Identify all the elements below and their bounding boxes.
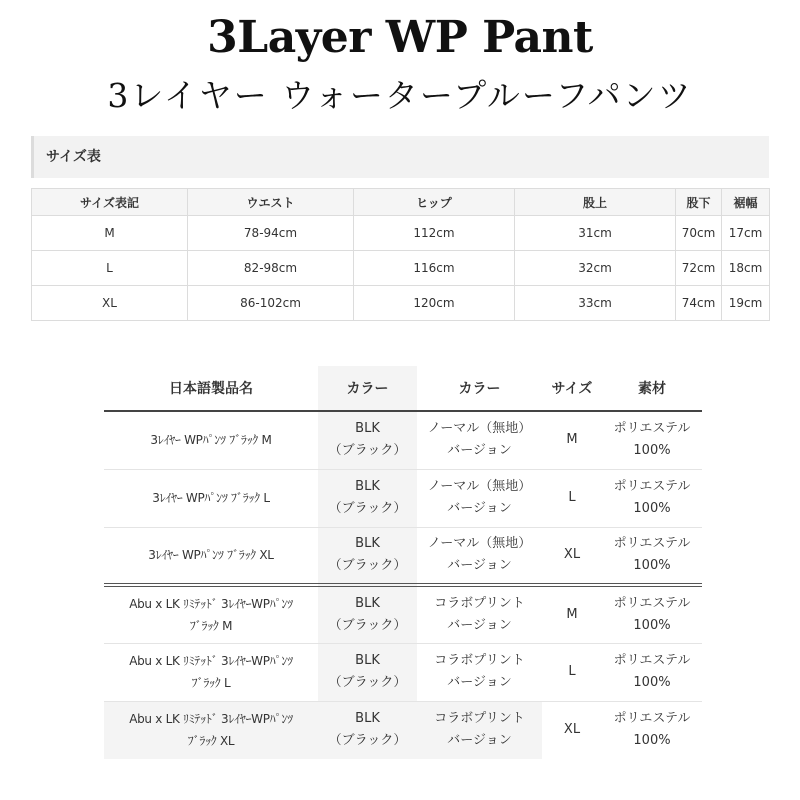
size-chart-heading: サイズ表 bbox=[31, 136, 769, 178]
size-cell: 17cm bbox=[722, 216, 770, 251]
product-color-cell bbox=[318, 585, 417, 643]
table-row bbox=[104, 469, 702, 527]
product-name-line2: ﾌﾞﾗｯｸ M bbox=[189, 618, 233, 633]
size-header-cell: ヒップ bbox=[354, 189, 515, 216]
size-chart-header-row bbox=[32, 189, 770, 216]
product-material-cell bbox=[602, 469, 702, 527]
product-color-cell bbox=[318, 701, 417, 759]
table-row bbox=[104, 585, 702, 643]
color-name: （ブラック） bbox=[328, 558, 407, 574]
table-row bbox=[32, 216, 770, 251]
variant-name: コラボプリント bbox=[434, 595, 525, 611]
size-cell: 72cm bbox=[676, 251, 722, 286]
product-variant-cell bbox=[417, 527, 542, 585]
product-material-cell bbox=[602, 527, 702, 585]
product-name-cell bbox=[104, 643, 318, 701]
product-name: 3ﾚｲﾔｰ WPﾊﾟﾝﾂ ﾌﾞﾗｯｸ M bbox=[150, 433, 272, 448]
product-size-cell: M bbox=[542, 411, 602, 469]
material-percent: 100% bbox=[633, 501, 671, 516]
product-header-cell: カラー bbox=[417, 366, 542, 411]
product-size-cell: XL bbox=[542, 527, 602, 585]
variant-name: ノーマル（無地） bbox=[427, 421, 532, 437]
product-name: 3ﾚｲﾔｰ WPﾊﾟﾝﾂ ﾌﾞﾗｯｸ L bbox=[152, 491, 270, 505]
table-row bbox=[32, 251, 770, 286]
table-row bbox=[104, 411, 702, 469]
size-chart-table bbox=[31, 188, 770, 321]
size-cell: 120cm bbox=[354, 286, 515, 321]
color-code: BLK bbox=[355, 421, 380, 437]
product-color-cell bbox=[318, 469, 417, 527]
product-name-cell bbox=[104, 527, 318, 585]
size-cell: 32cm bbox=[515, 251, 676, 286]
product-name: Abu x LK ﾘﾐﾃｯﾄﾞ 3ﾚｲﾔｰWPﾊﾟﾝﾂ bbox=[129, 654, 293, 668]
size-cell: L bbox=[32, 251, 188, 286]
variant-suffix: バージョン bbox=[447, 733, 512, 749]
product-variant-cell bbox=[417, 469, 542, 527]
material-name: ポリエステル bbox=[613, 479, 691, 494]
size-cell: 18cm bbox=[722, 251, 770, 286]
product-name-line2: ﾌﾞﾗｯｸ L bbox=[191, 676, 231, 690]
product-name-cell bbox=[104, 585, 318, 643]
product-color-cell bbox=[318, 411, 417, 469]
variant-name: ノーマル（無地） bbox=[427, 479, 532, 494]
material-name: ポリエステル bbox=[613, 536, 691, 552]
product-material-cell bbox=[602, 411, 702, 469]
product-material-cell bbox=[602, 701, 702, 759]
color-code: BLK bbox=[355, 479, 380, 494]
material-name: ポリエステル bbox=[613, 421, 691, 437]
product-material-cell bbox=[602, 585, 702, 643]
table-row bbox=[104, 701, 702, 759]
material-percent: 100% bbox=[633, 733, 671, 749]
product-variant-cell bbox=[417, 643, 542, 701]
product-size-cell: M bbox=[542, 585, 602, 643]
size-cell: 31cm bbox=[515, 216, 676, 251]
product-name: 3ﾚｲﾔｰ WPﾊﾟﾝﾂ ﾌﾞﾗｯｸ XL bbox=[148, 548, 274, 563]
material-percent: 100% bbox=[633, 617, 671, 633]
variant-name: コラボプリント bbox=[434, 653, 525, 668]
product-size-cell: L bbox=[542, 643, 602, 701]
material-percent: 100% bbox=[633, 675, 671, 690]
product-name-cell bbox=[104, 469, 318, 527]
product-header-cell: カラー bbox=[318, 366, 417, 411]
table-row bbox=[32, 286, 770, 321]
size-cell: 74cm bbox=[676, 286, 722, 321]
color-code: BLK bbox=[355, 711, 380, 727]
variant-suffix: バージョン bbox=[447, 443, 512, 459]
product-header-row bbox=[104, 366, 702, 411]
variant-name: コラボプリント bbox=[434, 711, 525, 727]
product-header-cell: 日本語製品名 bbox=[104, 366, 318, 411]
color-code: BLK bbox=[355, 536, 380, 552]
variant-suffix: バージョン bbox=[447, 675, 512, 690]
size-header-cell: ウエスト bbox=[188, 189, 354, 216]
color-name: （ブラック） bbox=[328, 443, 407, 459]
product-name: Abu x LK ﾘﾐﾃｯﾄﾞ 3ﾚｲﾔｰWPﾊﾟﾝﾂ bbox=[129, 712, 293, 727]
size-cell: 86-102cm bbox=[188, 286, 354, 321]
table-row bbox=[104, 643, 702, 701]
table-row bbox=[104, 527, 702, 585]
variant-suffix: バージョン bbox=[447, 501, 512, 516]
product-name: Abu x LK ﾘﾐﾃｯﾄﾞ 3ﾚｲﾔｰWPﾊﾟﾝﾂ bbox=[129, 596, 293, 611]
color-name: （ブラック） bbox=[328, 675, 407, 690]
size-cell: 33cm bbox=[515, 286, 676, 321]
size-header-cell: 裾幅 bbox=[722, 189, 770, 216]
size-header-cell: サイズ表記 bbox=[32, 189, 188, 216]
product-material-cell bbox=[602, 643, 702, 701]
size-header-cell: 股上 bbox=[515, 189, 676, 216]
color-code: BLK bbox=[355, 653, 380, 668]
size-cell: 112cm bbox=[354, 216, 515, 251]
product-table bbox=[104, 366, 702, 759]
product-header-cell: サイズ bbox=[542, 366, 602, 411]
product-size-cell: XL bbox=[563, 722, 581, 738]
material-name: ポリエステル bbox=[613, 595, 691, 611]
material-percent: 100% bbox=[633, 443, 671, 459]
color-name: （ブラック） bbox=[328, 733, 407, 749]
material-percent: 100% bbox=[633, 558, 671, 574]
size-cell: 116cm bbox=[354, 251, 515, 286]
material-name: ポリエステル bbox=[613, 711, 691, 727]
size-cell: 19cm bbox=[722, 286, 770, 321]
product-name-line2: ﾌﾞﾗｯｸ XL bbox=[187, 734, 235, 749]
variant-name: ノーマル（無地） bbox=[427, 536, 532, 552]
color-name: （ブラック） bbox=[328, 617, 407, 633]
product-size-cell: L bbox=[542, 469, 602, 527]
product-variant-cell bbox=[417, 701, 542, 759]
size-cell: 82-98cm bbox=[188, 251, 354, 286]
product-name-cell bbox=[104, 411, 318, 469]
variant-suffix: バージョン bbox=[447, 617, 512, 633]
size-cell: M bbox=[32, 216, 188, 251]
variant-suffix: バージョン bbox=[447, 558, 512, 574]
size-cell: 78-94cm bbox=[188, 216, 354, 251]
color-name: （ブラック） bbox=[328, 501, 407, 516]
product-name-cell bbox=[104, 701, 318, 759]
size-header-cell: 股下 bbox=[676, 189, 722, 216]
page-title: 3Layer WP Pant bbox=[207, 12, 593, 63]
material-name: ポリエステル bbox=[613, 653, 691, 668]
product-variant-cell bbox=[417, 585, 542, 643]
size-cell: 70cm bbox=[676, 216, 722, 251]
product-variant-cell bbox=[417, 411, 542, 469]
product-color-cell bbox=[318, 527, 417, 585]
color-code: BLK bbox=[355, 595, 380, 611]
product-header-cell: 素材 bbox=[602, 366, 702, 411]
product-color-cell bbox=[318, 643, 417, 701]
page-subtitle: 3レイヤー ウォータープルーフパンツ bbox=[107, 76, 693, 115]
size-cell: XL bbox=[32, 286, 188, 321]
